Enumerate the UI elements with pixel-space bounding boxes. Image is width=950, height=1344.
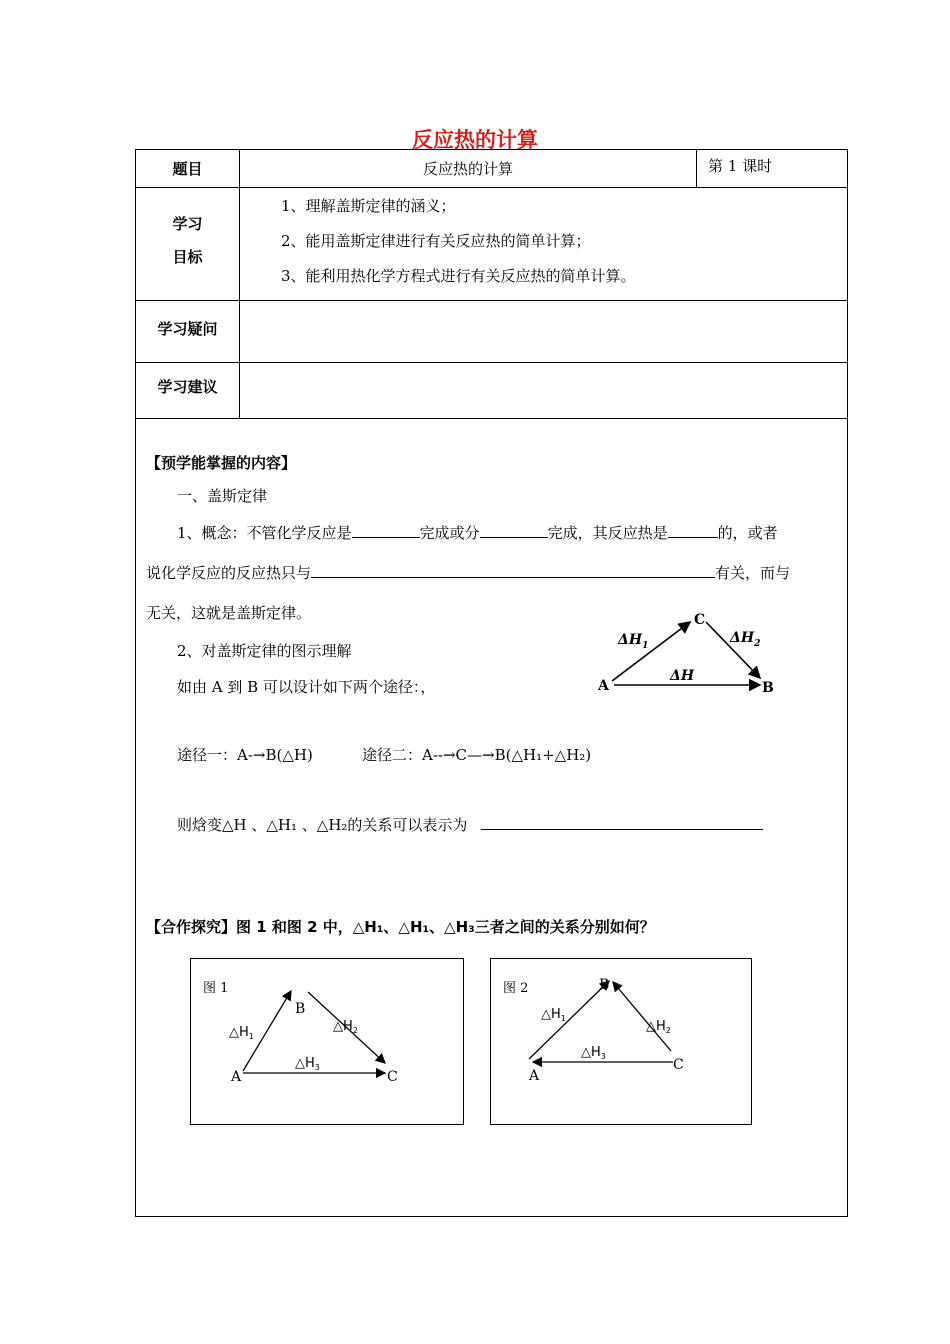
point-a-label: A [529,1068,540,1084]
fill-blank [352,536,420,538]
diagram-item-heading: 2、对盖斯定律的图示理解 [177,642,352,660]
dh1-label: $\Delta H_1$ [618,632,649,651]
hess-diagram [598,602,788,702]
arrow-a-to-b [243,991,291,1071]
path-one: 途径一：A-→B(△H) [177,746,313,764]
figure-1-diagram [191,959,463,1124]
fill-blank [480,536,548,538]
goal-item: 2、能用盖斯定律进行有关反应热的简单计算； [281,232,591,250]
fill-blank [481,828,763,830]
h3-label: $\triangle H_3$ [581,1045,606,1061]
period-label: 第 1 课时 [708,157,773,175]
concept-line-1 [177,522,778,543]
figure-2 [490,958,752,1125]
point-b-label: B [762,680,774,696]
fill-blank [668,536,718,538]
concept-line-2 [146,562,790,583]
concept-text: 完成，其反应热是 [547,524,668,542]
point-c-label: C [387,1069,398,1085]
goal-item: 3、能利用热化学方程式进行有关反应热的简单计算。 [281,267,636,285]
row-divider [136,362,847,363]
topic-label: 题目 [172,160,203,178]
arrow-c-to-b [613,982,671,1051]
fill-blank [311,576,715,578]
concept-text: 的，或者 [717,524,778,542]
column-divider [696,150,697,188]
h1-label: $\triangle H_1$ [229,1025,254,1041]
figure-1 [190,958,464,1125]
page-title: 反应热的计算 [412,128,538,152]
example-text: 如由 A 到 B 可以设计如下两个途径：， [177,678,436,696]
column-divider [239,150,240,419]
h2-label: $\triangle H_2$ [646,1019,671,1035]
point-b-label: B [599,977,610,993]
figure-2-label: 图 2 [503,981,529,996]
goal-item: 1、理解盖斯定律的涵义； [281,197,456,215]
advice-label: 学习建议 [157,378,218,396]
questions-label: 学习疑问 [157,320,218,338]
point-c-label: C [673,1057,684,1073]
coop-heading: 【合作探究】图 1 和图 2 中，△H₁、△H₁、△H₃三者之间的关系分别如何？ [146,918,655,936]
row-divider [136,418,847,419]
concept-line-3: 无关，这就是盖斯定律。 [146,604,312,622]
figure-1-label: 图 1 [203,981,229,996]
goals-label-line2: 目标 [172,248,203,266]
section-heading: 一、盖斯定律 [177,487,268,505]
point-a-label: A [598,678,609,694]
concept-text: 完成或分 [419,524,480,542]
goals-label-line1: 学习 [172,215,203,233]
preview-heading: 【预学能掌握的内容】 [146,454,297,472]
dh2-label: $\Delta H_2$ [730,630,761,649]
dh-label: ΔH [670,668,695,684]
concept-text: 说化学反应的反应热只与 [146,564,312,582]
h2-label: $\triangle H_2$ [333,1019,358,1035]
point-a-label: A [231,1069,242,1085]
h3-label: $\triangle H_3$ [295,1056,320,1072]
h1-label: $\triangle H_1$ [541,1007,566,1023]
topic-value: 反应热的计算 [422,160,513,178]
row-divider [136,187,847,188]
relation-line [177,814,763,835]
figure-2-diagram [491,959,751,1124]
point-c-label: C [694,612,706,628]
point-b-label: B [295,1001,306,1017]
row-divider [136,300,847,301]
relation-text: 则焓变△H 、△H₁ 、△H₂的关系可以表示为 [177,816,468,834]
concept-text: 1、概念：不管化学反应是 [177,524,352,542]
concept-text: 有关，而与 [715,564,791,582]
path-two: 途径二：A--→C—→B(△H₁+△H₂) [362,746,592,764]
worksheet-table [135,149,848,1217]
